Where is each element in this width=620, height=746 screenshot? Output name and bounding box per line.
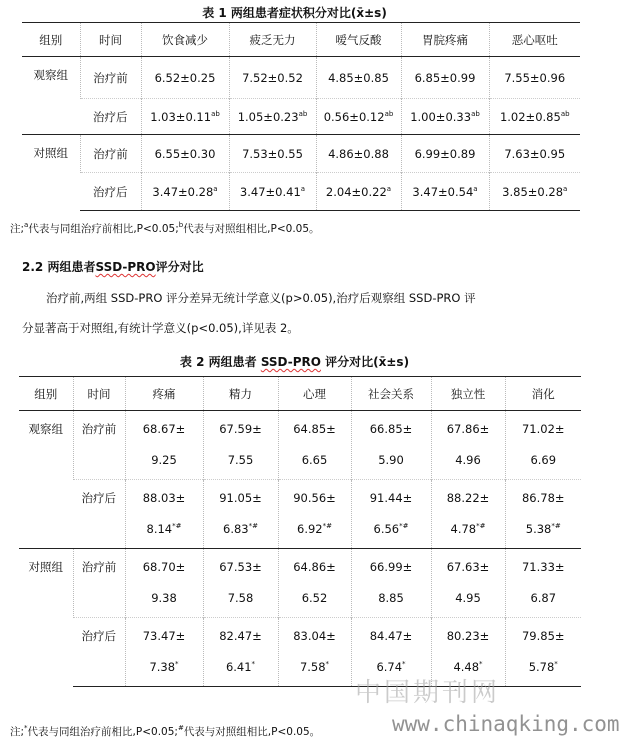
value-cell: 4.86±0.88	[316, 135, 401, 173]
value-cell: 67.86± 4.96	[431, 411, 505, 480]
value-cell: 3.47±0.41$^a$	[229, 173, 316, 211]
watermark-text: 中国期刊网	[355, 678, 501, 708]
value-cell: 6.99±0.89	[401, 135, 489, 173]
value-cell: 3.47±0.54$^a$	[401, 173, 489, 211]
paragraph-line: 治疗前,两组 SSD-PRO 评分差异无统计学意义(p>0.05),治疗后观察组 SSD-PRO 评	[46, 291, 476, 305]
header-group: 组别	[22, 23, 80, 57]
value-cell: 66.85± 5.90	[351, 411, 431, 480]
value-cell: 90.56± 6.92*#	[278, 480, 351, 549]
value-cell: 68.67± 9.25	[125, 411, 203, 480]
value-cell: 1.05±0.23$^{ab}$	[229, 99, 316, 135]
header-group: 组别	[19, 377, 73, 411]
value-cell: 64.85± 6.65	[278, 411, 351, 480]
time-cell: 治疗前	[73, 411, 125, 480]
table2-ssd-pro-scores	[19, 376, 581, 687]
header-col: 疼痛	[125, 377, 203, 411]
value-cell: 80.23± 4.48*	[431, 618, 505, 687]
spellcheck-term: SSD-PRO	[95, 260, 156, 274]
value-cell: 2.04±0.22$^a$	[316, 173, 401, 211]
group-name: 对照组	[19, 549, 73, 687]
time-cell: 治疗前	[80, 57, 141, 99]
value-cell: 67.59± 7.55	[203, 411, 278, 480]
value-cell: 1.03±0.11$^{ab}$	[141, 99, 229, 135]
time-cell: 治疗后	[73, 618, 125, 687]
mean-sd-symbol: x̄±s	[378, 355, 404, 369]
table1-header-row	[22, 23, 580, 57]
value-cell: 0.56±0.12$^{ab}$	[316, 99, 401, 135]
header-col: 社会关系	[351, 377, 431, 411]
time-cell: 治疗后	[80, 173, 141, 211]
mean-sd-symbol: x̄±s	[356, 6, 382, 20]
value-cell: 82.47± 6.41*	[203, 618, 278, 687]
value-cell: 86.78± 5.38*#	[505, 480, 581, 549]
table-row	[19, 549, 581, 618]
value-cell: 6.85±0.99	[401, 57, 489, 99]
header-col: 嗳气反酸	[316, 23, 401, 57]
header-col: 消化	[505, 377, 581, 411]
value-cell: 88.22± 4.78*#	[431, 480, 505, 549]
time-cell: 治疗后	[80, 99, 141, 135]
table1-symptom-scores	[22, 22, 580, 211]
header-time: 时间	[80, 23, 141, 57]
table1-note: 注;$^a$代表与同组治疗前相比,P<0.05;$^b$代表与对照组相比,P<0.05。	[10, 221, 320, 235]
value-cell: 6.55±0.30	[141, 135, 229, 173]
value-cell: 1.00±0.33$^{ab}$	[401, 99, 489, 135]
value-cell: 1.02±0.85$^{ab}$	[489, 99, 580, 135]
value-cell: 7.63±0.95	[489, 135, 580, 173]
table-row	[22, 173, 580, 211]
value-cell: 64.86± 6.52	[278, 549, 351, 618]
value-cell: 7.52±0.52	[229, 57, 316, 99]
table2-note: 注;*代表与同组治疗前相比,P<0.05;#代表与对照组相比,P<0.05。	[10, 724, 321, 738]
time-cell: 治疗前	[73, 549, 125, 618]
watermark-url: www.chinaqking.com	[392, 712, 620, 736]
spellcheck-term: SSD-PRO	[260, 355, 321, 369]
section-heading: 2.2 两组患者SSD-PRO评分对比	[22, 260, 204, 274]
value-cell: 6.52±0.25	[141, 57, 229, 99]
header-col: 心理	[278, 377, 351, 411]
value-cell: 7.55±0.96	[489, 57, 580, 99]
paragraph-line: 分显著高于对照组,有统计学意义(p<0.05),详见表 2。	[22, 321, 299, 335]
value-cell: 71.02± 6.69	[505, 411, 581, 480]
value-cell: 71.33± 6.87	[505, 549, 581, 618]
time-cell: 治疗后	[73, 480, 125, 549]
table-row	[19, 480, 581, 549]
table2-title: 表 2 两组患者 SSD-PRO 评分对比(x̄±s)	[179, 355, 410, 369]
value-cell: 7.53±0.55	[229, 135, 316, 173]
value-cell: 67.53± 7.58	[203, 549, 278, 618]
value-cell: 3.47±0.28$^a$	[141, 173, 229, 211]
value-cell: 88.03± 8.14*#	[125, 480, 203, 549]
value-cell: 84.47± 6.74*	[351, 618, 431, 687]
value-cell: 4.85±0.85	[316, 57, 401, 99]
header-time: 时间	[73, 377, 125, 411]
table-row	[22, 57, 580, 99]
group-name: 观察组	[19, 411, 73, 549]
header-col: 恶心呕吐	[489, 23, 580, 57]
header-col: 精力	[203, 377, 278, 411]
value-cell: 91.05± 6.83*#	[203, 480, 278, 549]
header-col: 疲乏无力	[229, 23, 316, 57]
value-cell: 67.63± 4.95	[431, 549, 505, 618]
table-row	[22, 99, 580, 135]
value-cell: 3.85±0.28$^a$	[489, 173, 580, 211]
time-cell: 治疗前	[80, 135, 141, 173]
table-row	[22, 135, 580, 173]
group-name: 观察组	[22, 57, 80, 135]
value-cell: 66.99± 8.85	[351, 549, 431, 618]
table1-title: 表 1 两组患者症状积分对比(x̄±s)	[202, 6, 387, 20]
group-name: 对照组	[22, 135, 80, 211]
table-row	[19, 411, 581, 480]
value-cell: 83.04± 7.58*	[278, 618, 351, 687]
header-col: 独立性	[431, 377, 505, 411]
value-cell: 79.85± 5.78*	[505, 618, 581, 687]
table2-header-row	[19, 377, 581, 411]
header-col: 饮食减少	[141, 23, 229, 57]
value-cell: 91.44± 6.56*#	[351, 480, 431, 549]
value-cell: 68.70± 9.38	[125, 549, 203, 618]
value-cell: 73.47± 7.38*	[125, 618, 203, 687]
header-col: 胃脘疼痛	[401, 23, 489, 57]
